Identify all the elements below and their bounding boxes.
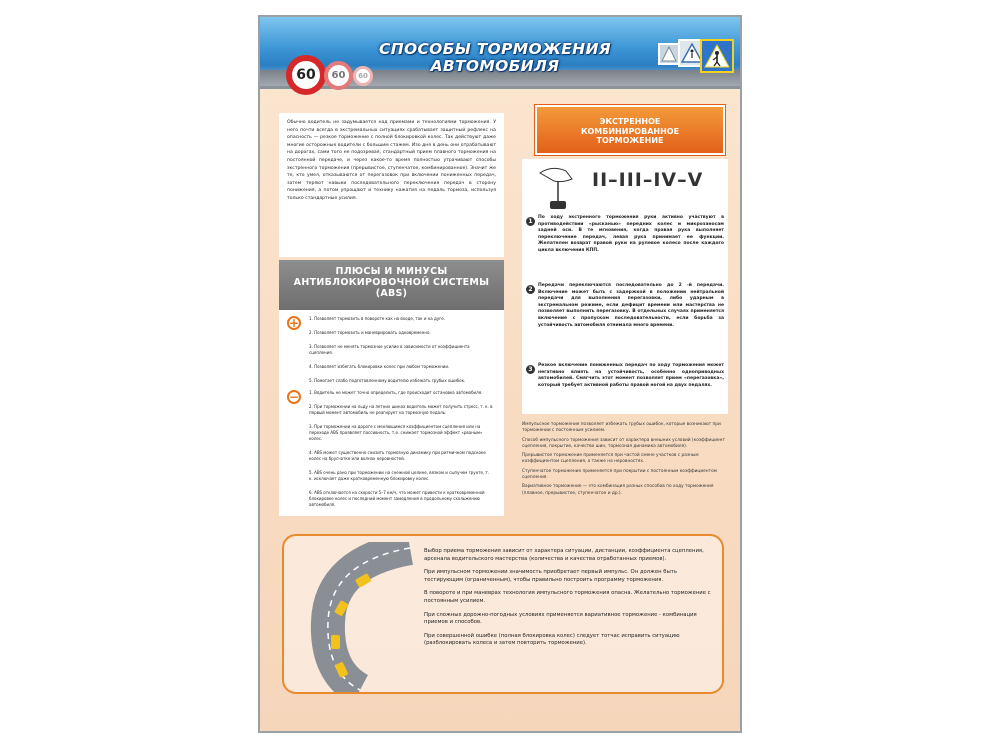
poster-title [360, 41, 630, 75]
emergency-heading-line-1: ЭКСТРЕННОЕ [599, 117, 661, 126]
intro-text: Обычно водитель не задумывается над приемами и технологиями торможения. У него почти всегда в экстремальных ситуациях срабатывает защитный рефлекс на опасность — резкое торможение с полной блокировкой колес. Так действуют даже многие осторожные водители с большим стажем. Изо дня в день они отрабатывают на дорогах, сами того не подозревая, стандартный прием плавного торможения на постоянной передаче, и через какое-то время полностью утрачивают способы экстренного торможения (прерывистое, ступенчатое, комбинированное). Значит же те, кто умел, отказываются от перегазовок при включении пониженных передач, затем теряют навыки последовательного переключения передач в сторону понижения, а потом упрощают и технику нажатия на педаль тормоза, используя только стандартные усилия. [287, 120, 496, 201]
list-item: 3. При торможении на дороге с меняющимся коэффициентом сцепления или на переходе ABS проявляет пассивность, т.е. снижает тормозной эффект «рваным» колес. [309, 424, 483, 441]
emergency-heading [535, 105, 725, 155]
note: Способ импульсного торможения зависит от характера внешних условий (коэффициент сцепления, покрытие, качество шин, тормозная динамика автомобиля). [522, 437, 725, 449]
plus-icon: + [288, 316, 300, 330]
abs-heading [279, 260, 504, 310]
pedestrian-crossing-sign-icon [700, 39, 734, 73]
emergency-heading-line-2: КОМБИНИРОВАННОЕ [580, 126, 680, 136]
step-text: Резкое включение пониженных передач по ходу торможения может негативно влиять на устойчивость, особенно одноприводных автомобилей. Смягчить этот момент позволяет прием «перегазовка», который требует активной работы правой ногой на двух педалях. [538, 363, 724, 388]
poster [258, 15, 742, 733]
list-item: 4. Позволяет избегать блокировки колес при любом торможении. [309, 364, 450, 369]
abs-heading-line-2: АНТИБЛОКИРОВОЧНОЙ СИСТЕМЫ [293, 277, 490, 288]
list-item: 3. Позволяет не менять тормозное усилие в зависимости от коэффициента сцепления. [309, 344, 470, 355]
speed-limit-sign-icon: 60 [324, 61, 353, 90]
list-item: 2. При торможении на льду на летних шинах водитель может получить стресс, т. к. в первый момент автомобиль не реагирует на тормозную педаль. [309, 404, 493, 415]
poster-header [260, 17, 740, 89]
title-line-2: АВТОМОБИЛЯ [430, 57, 560, 75]
abs-heading-line-1: ПЛЮСЫ И МИНУСЫ [335, 266, 448, 277]
step-text: Передачи переключаются последовательно до 2 -й передачи. Включение может быть с задержкой в положении нейтральной передачи для выполнения перегазовки, либо ударным в экстремальном режиме, если дефицит времени или мастерства не позволяет выполнить перегазовку. В отдельных случаях применяется включение с пропуском последовательности, если борьба за устойчивость автомобиля отнимала много времени. [538, 283, 724, 328]
gear-shift-hand-icon [532, 161, 582, 217]
note: Ступенчатое торможение применяется при покрытии с постоянным коэффициентом сцепления. [522, 468, 717, 481]
paragraph: В повороте и при маневрах технология импульсного торможения опасна. Желательно торможение с постоянным усилием. [424, 590, 711, 604]
list-item: 1. Водитель не может точно определить, где происходит остановка автомобиля. [309, 390, 483, 395]
title-line-1: СПОСОБЫ ТОРМОЖЕНИЯ [379, 40, 611, 58]
step-text: По ходу экстренного торможения руки активно участвуют в противодействии «рысканью» передних колес и микрозаносам задней оси. В те мгновения, когда правая рука выполняет переключение передач, левая рука принимает ее функции. Желателен возврат правой руки на рулевое колесо после каждого цикла включения КПП. [538, 215, 724, 253]
lower-panel [282, 534, 724, 694]
pedestrian-crossing-sign-icon [658, 43, 680, 65]
abs-cons-list [309, 390, 494, 516]
abs-body [279, 310, 504, 516]
step-number-badge: 3 [526, 365, 535, 374]
paragraph: При сложных дорожно-погодных условиях применяется вариативное торможение - комбинация приемов и способов. [424, 611, 697, 626]
abs-heading-line-3: (ABS) [375, 288, 408, 299]
emergency-heading-line-3: ТОРМОЖЕНИЕ [596, 136, 664, 145]
curved-road-illustration [290, 542, 420, 692]
minus-icon: − [288, 390, 300, 404]
lower-text [424, 548, 716, 654]
speed-limit-sign-icon: 60 [353, 66, 373, 86]
list-item: 2. Позволяет тормозить и маневрировать одновременно. [309, 330, 431, 335]
note: Прерывистое торможение применяется при частой смене участков с разным коэффициентом сцепления, а также на неровностях. [522, 453, 699, 465]
note: Импульсное торможение позволяет избежать грубых ошибок, которые возникают при торможении с постоянным усилием. [522, 422, 721, 434]
paragraph: При импульсном торможении значимость приобретает первый импульс. Он должен быть тестирующим (ограниченным), чтобы правильно построить программу торможения. [424, 569, 677, 583]
gear-sequence: II–III–IV–V [592, 169, 704, 191]
paragraph: При совершенной ошибке (полная блокировка колес) следует тотчас исправить ситуацию (разблокировать колеса и затем повторить торможение). [424, 632, 680, 647]
list-item: 6. ABS отключается на скорости 5–7 км/ч, что может привести к кратковременной блокировке колес и последний момент замедления в продольному скольжению автомобиля. [309, 490, 485, 507]
emergency-body [522, 159, 728, 414]
speed-limit-sign-icon: 60 [286, 55, 326, 95]
braking-notes [522, 422, 728, 522]
step-number-badge: 2 [526, 285, 535, 294]
list-item: 1. Позволяет тормозить в повороте как на входе, так и на дуге. [309, 316, 445, 321]
abs-pros-list [309, 316, 494, 392]
note: Вариативное торможение — это комбинация разных способов по ходу торможения (плавное, прерывистое, ступенчатое и др.). [522, 484, 714, 496]
list-item: 5. Помогает слабо подготовленному водителю избежать грубых ошибок. [309, 378, 466, 383]
intro-text-block [279, 113, 504, 257]
list-item: 5. ABS очень рано при торможении на снежной целине, вязком и сыпучем грунте, т. к. исключает даже кратковременную блокировку колес. [309, 470, 490, 481]
step-number-badge: 1 [526, 217, 535, 226]
paragraph: Выбор приема торможения зависит от характера ситуации, дистанции, коэффициента сцепления, арсенала водительского мастерства (количества и качества отработанных приемов). [424, 548, 704, 562]
list-item: 4. ABS может существенно снизить тормозную динамику при ритмичном подскоке колес на брусчатке или волнах неровностей. [309, 450, 486, 461]
